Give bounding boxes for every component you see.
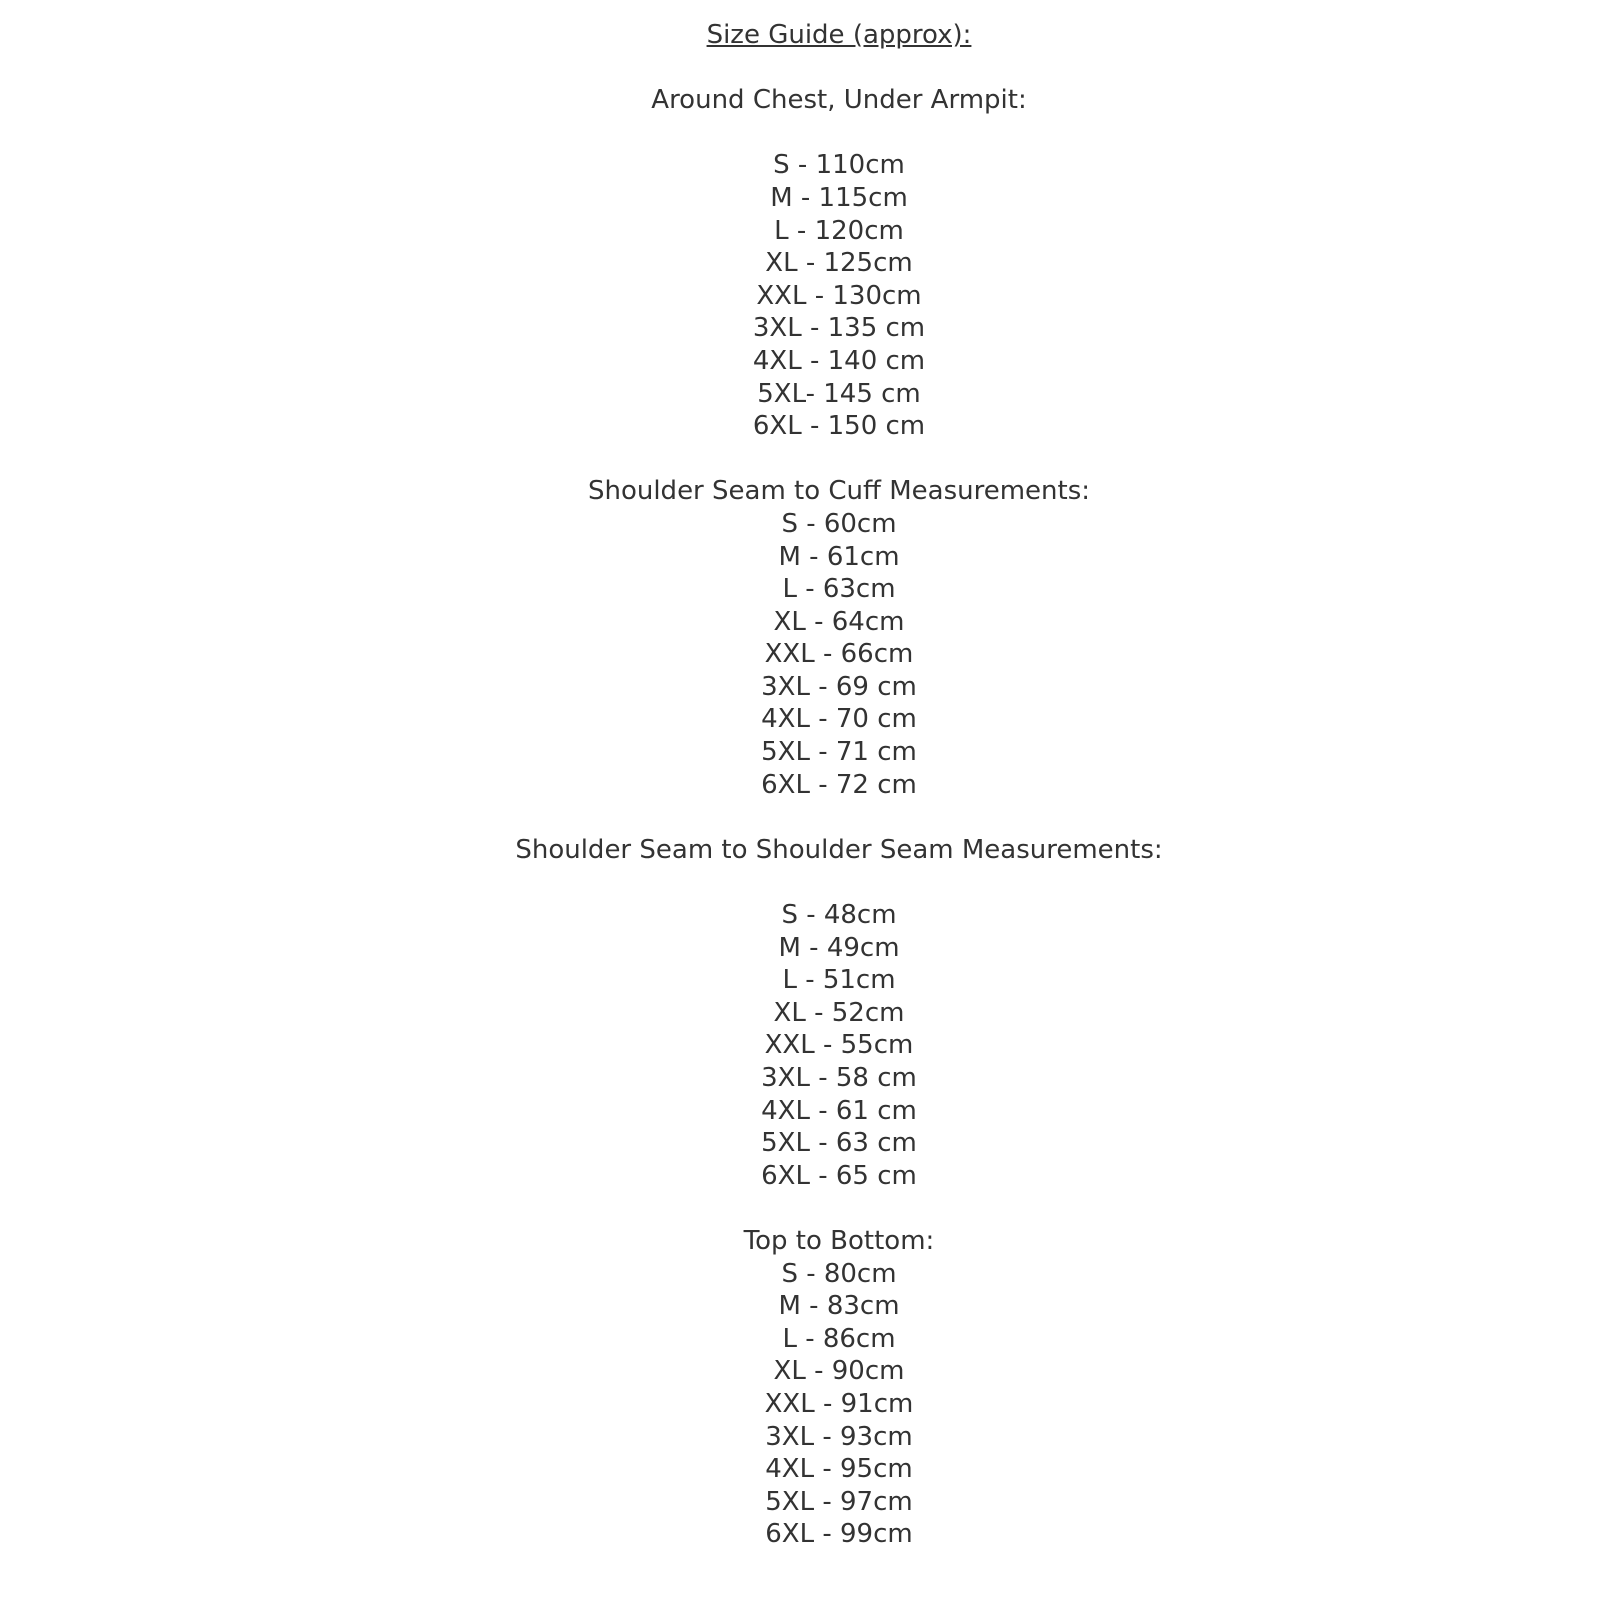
size-line: XL - 64cm [773, 606, 905, 637]
size-line: XXL - 91cm [764, 1388, 914, 1419]
size-line: 4XL - 61 cm [761, 1095, 917, 1126]
size-line: L - 86cm [782, 1323, 896, 1354]
size-line: 3XL - 69 cm [761, 671, 917, 702]
size-line: 3XL - 135 cm [752, 313, 926, 344]
size-line: M - 115cm [770, 182, 908, 213]
spacer [78, 866, 1600, 899]
section-heading: Around Chest, Under Armpit: [651, 85, 1027, 116]
section-heading: Shoulder Seam to Shoulder Seam Measurements: [515, 834, 1163, 865]
page-title: Size Guide (approx): [706, 20, 972, 50]
size-line: L - 51cm [782, 965, 896, 996]
size-line: XXL - 66cm [764, 639, 914, 670]
size-line: 6XL - 99cm [765, 1519, 913, 1550]
size-line: 6XL - 150 cm [752, 411, 926, 442]
size-line: L - 63cm [782, 574, 896, 605]
size-line: 4XL - 140 cm [752, 345, 926, 376]
spacer [78, 443, 1600, 476]
size-line: L - 120cm [774, 215, 904, 246]
size-line: 4XL - 95cm [765, 1454, 913, 1485]
spacer [78, 801, 1600, 834]
size-line: S - 80cm [781, 1258, 897, 1289]
spacer [78, 117, 1600, 150]
section-heading: Top to Bottom: [743, 1225, 935, 1256]
size-line: 6XL - 72 cm [761, 769, 917, 800]
size-line: M - 83cm [778, 1291, 900, 1322]
size-line: 3XL - 58 cm [761, 1063, 917, 1093]
section-heading: Shoulder Seam to Cuff Measurements: [587, 476, 1091, 507]
size-line: 4XL - 70 cm [761, 704, 917, 735]
size-line: XL - 90cm [773, 1356, 905, 1387]
size-line: XL - 125cm [765, 248, 913, 279]
size-line: XXL - 55cm [764, 1030, 914, 1061]
size-line: S - 110cm [773, 150, 905, 181]
size-line: M - 49cm [778, 932, 900, 963]
size-line: XXL - 130cm [756, 280, 922, 311]
size-line: 5XL - 97cm [765, 1486, 913, 1517]
spacer [78, 1192, 1600, 1225]
size-line: 6XL - 65 cm [761, 1160, 917, 1191]
size-line: 5XL - 63 cm [761, 1128, 917, 1159]
size-line: 3XL - 93cm [765, 1421, 913, 1452]
size-line: S - 60cm [781, 508, 897, 539]
size-line: XL - 52cm [773, 997, 905, 1028]
size-line: S - 48cm [781, 900, 897, 931]
size-line: 5XL - 71 cm [761, 737, 917, 768]
size-sections [78, 84, 1600, 1551]
size-line: 5XL- 145 cm [757, 378, 921, 409]
spacer [78, 52, 1600, 85]
size-line: M - 61cm [778, 541, 900, 572]
